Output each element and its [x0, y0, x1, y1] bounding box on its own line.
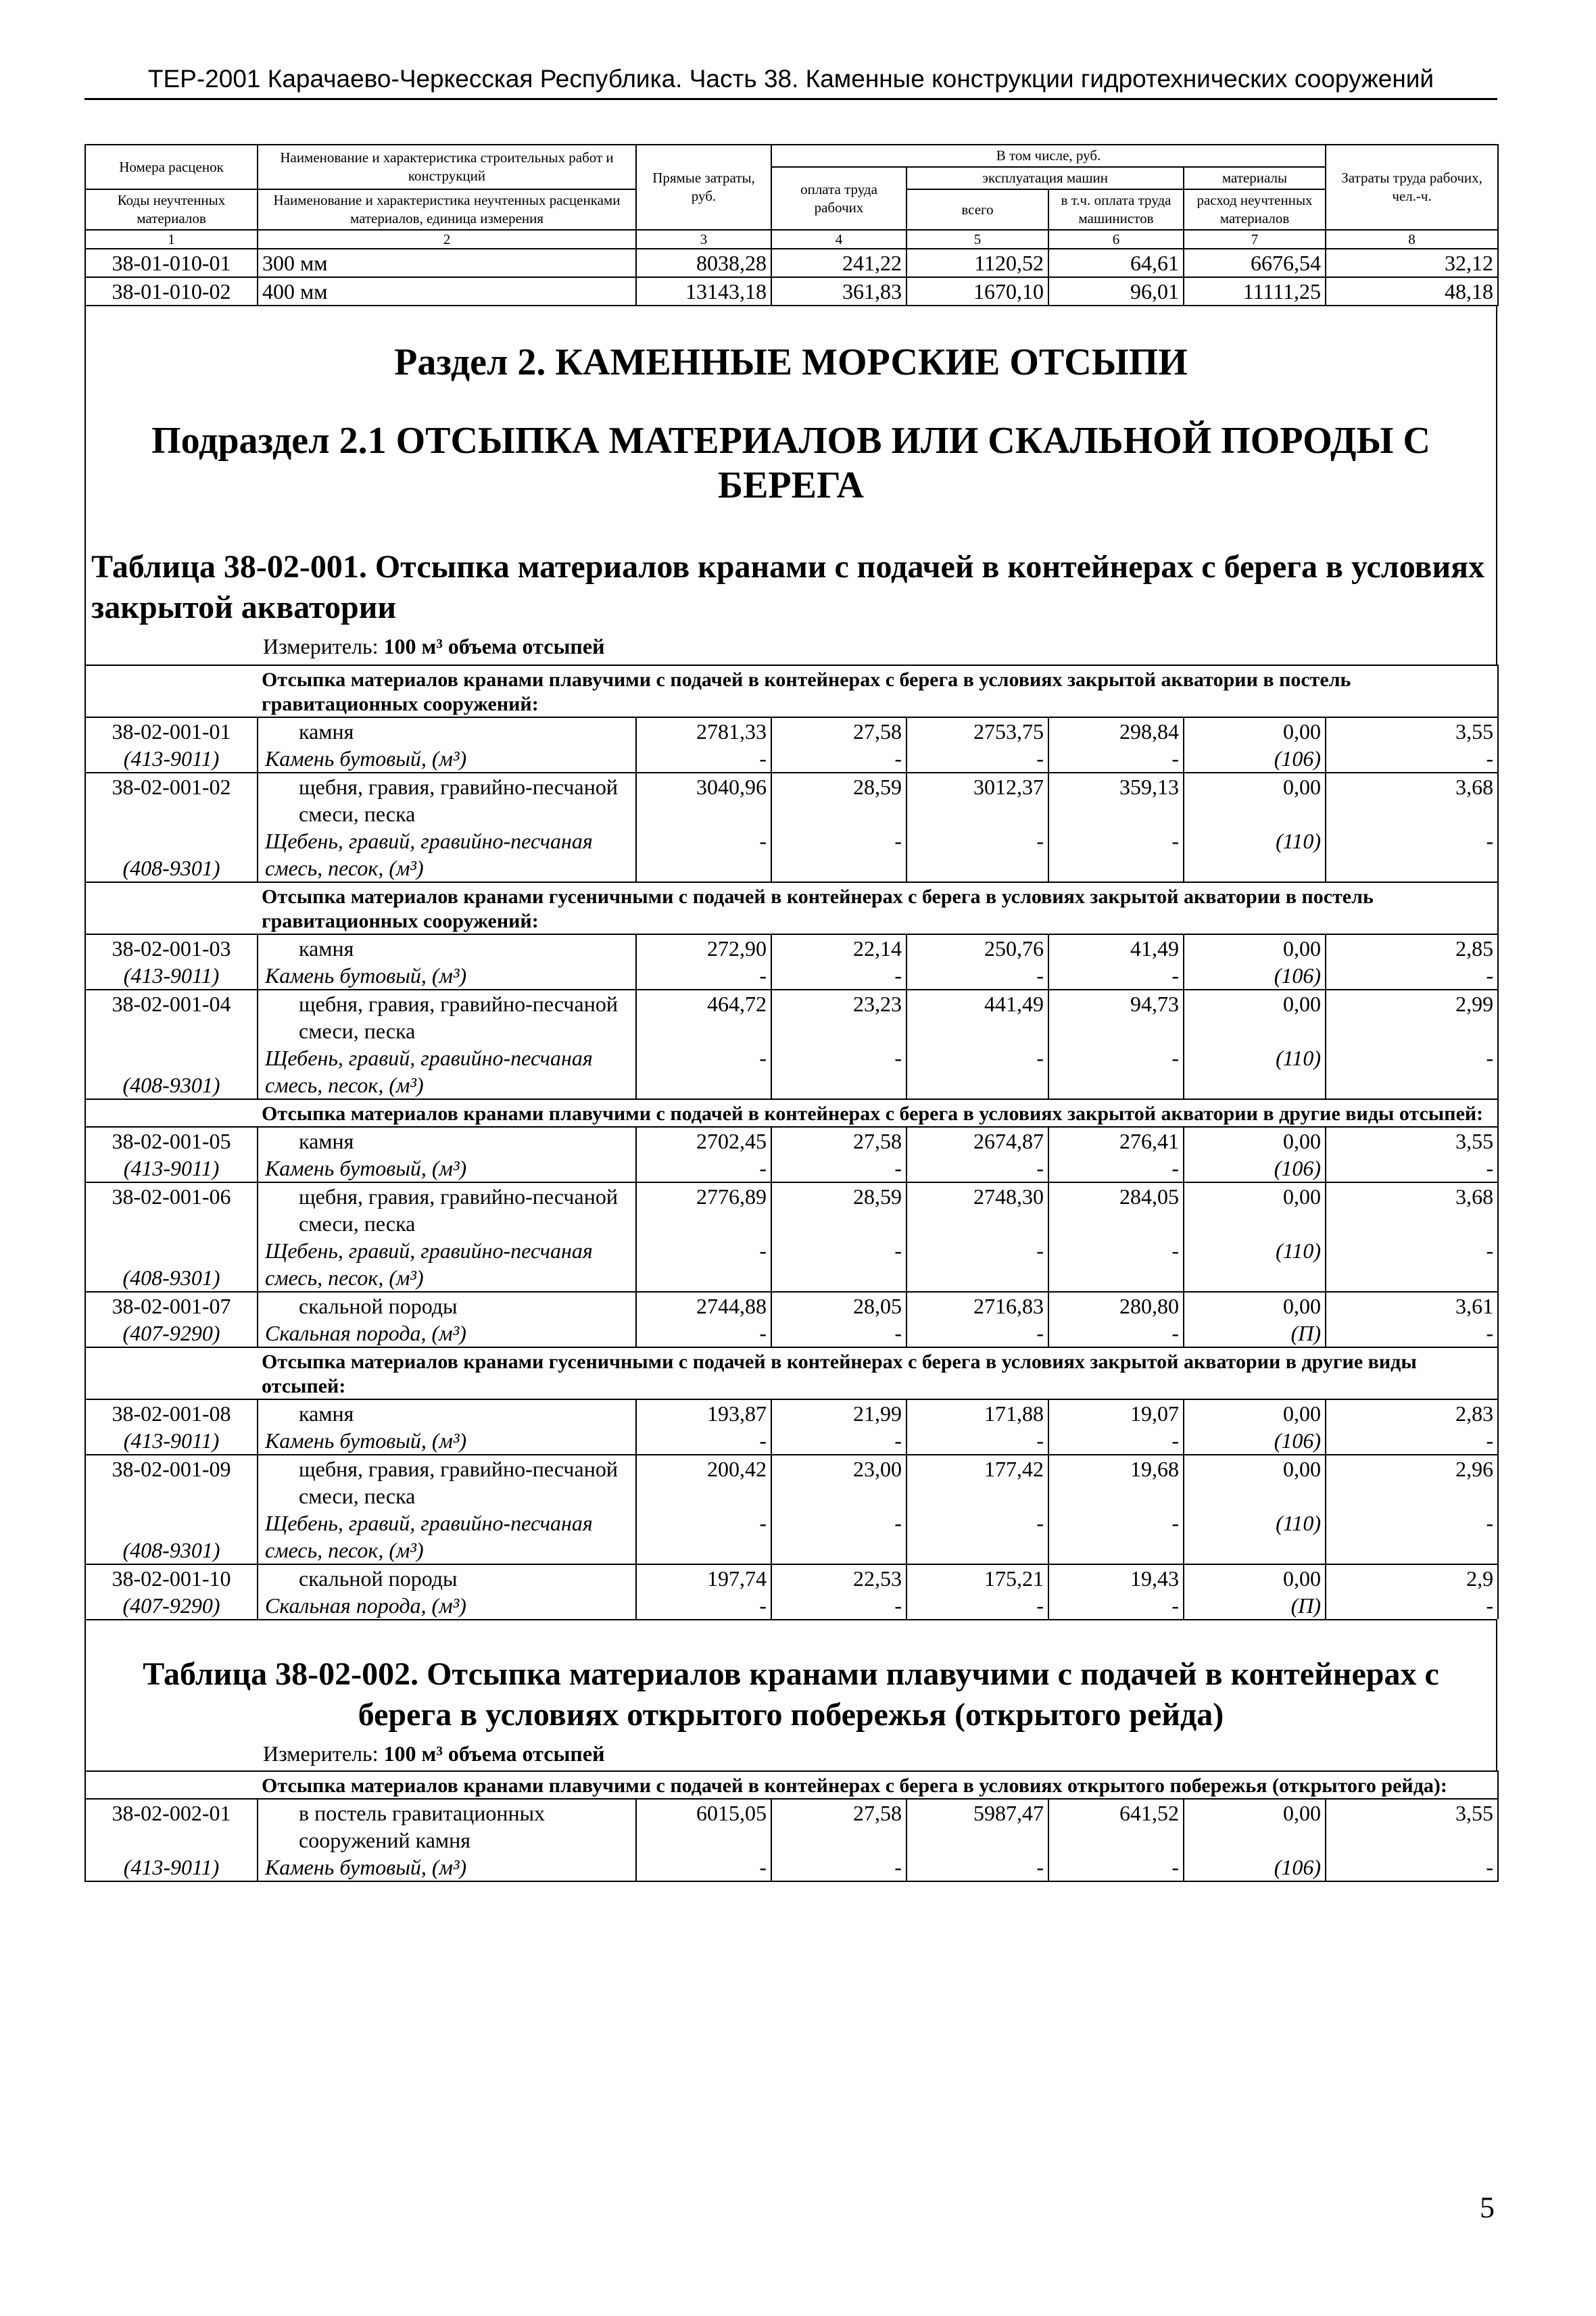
material-name: Скальная порода, (м³)	[258, 1320, 636, 1347]
material-machines-total: -	[906, 827, 1048, 882]
col-number: 1	[85, 230, 258, 249]
machinists-wages: 64,61	[1048, 249, 1184, 277]
material-materials: (П)	[1184, 1592, 1326, 1619]
col-number: 8	[1326, 230, 1498, 249]
machines-total: 1670,10	[906, 277, 1048, 306]
materials: 0,00	[1184, 1292, 1326, 1320]
material-machines-total: -	[906, 962, 1048, 990]
group-header-row	[85, 882, 1498, 934]
labor-hours: 2,96	[1326, 1455, 1498, 1510]
material-materials: (106)	[1184, 1427, 1326, 1455]
material-name: Камень бутовый, (м³)	[258, 745, 636, 773]
labor-hours: 3,61	[1326, 1292, 1498, 1320]
rate-code: 38-02-001-09	[85, 1455, 258, 1510]
direct-costs: 13143,18	[636, 277, 771, 306]
material-name: Камень бутовый, (м³)	[258, 1155, 636, 1182]
material-code: (413-9011)	[85, 962, 258, 990]
col-codes-header: Номера расценок	[85, 145, 258, 189]
direct-costs: 2744,88	[636, 1292, 771, 1320]
material-direct-costs: -	[636, 827, 771, 882]
table-title: Таблица 38-02-002. Отсыпка материалов кранами плавучими с подачей в контейнерах с берега в условиях открытого побережья (открытого рейда)	[143, 1656, 1439, 1733]
col-number: 7	[1184, 230, 1326, 249]
machines-total: 1120,52	[906, 249, 1048, 277]
table2-block	[84, 1619, 1497, 1770]
machinists-wages: 280,80	[1048, 1292, 1184, 1320]
table-row	[85, 277, 1498, 306]
running-header: ТЕР-2001 Карачаево-Черкесская Республика. Часть 38. Каменные конструкции гидротехнических сооружений	[84, 64, 1497, 100]
direct-costs: 464,72	[636, 990, 771, 1044]
material-wages: -	[771, 1592, 906, 1619]
material-name: Скальная порода, (м³)	[258, 1592, 636, 1619]
col-labor-hours-header: Затраты труда рабочих, чел.-ч.	[1326, 145, 1498, 230]
material-machinists-wages: -	[1048, 1592, 1184, 1619]
measure-line	[86, 633, 1496, 659]
labor-hours: 48,18	[1326, 277, 1498, 306]
direct-costs: 200,42	[636, 1455, 771, 1510]
material-direct-costs: -	[636, 1510, 771, 1564]
table-row	[85, 717, 1498, 745]
machines-total: 3012,37	[906, 773, 1048, 827]
group-title: Отсыпка материалов кранами гусеничными с подачей в контейнерах с берега в условиях закрытой акватории в другие виды отсыпей:	[85, 1347, 1498, 1399]
col-material-name-header: Наименование и характеристика неучтенных расценками материалов, единица измерения	[258, 189, 636, 230]
materials: 0,00	[1184, 773, 1326, 827]
wages: 28,59	[771, 1182, 906, 1237]
material-wages: -	[771, 1237, 906, 1292]
rate-code: 38-02-001-08	[85, 1399, 258, 1427]
material-code: (408-9301)	[85, 1237, 258, 1292]
material-labor-hours: -	[1326, 1044, 1498, 1099]
rate-name: щебня, гравия, гравийно-песчаной смеси, песка	[258, 773, 636, 827]
group-title: Отсыпка материалов кранами плавучими с подачей в контейнерах с берега в условиях открытого побережья (открытого рейда):	[85, 1771, 1498, 1799]
rate-name: 300 мм	[258, 249, 636, 277]
material-name: Щебень, гравий, гравийно-песчаная смесь, песок, (м³)	[258, 1044, 636, 1099]
group-header-row	[85, 1099, 1498, 1127]
group-header-row	[85, 1771, 1498, 1799]
material-wages: -	[771, 1044, 906, 1099]
material-labor-hours: -	[1326, 827, 1498, 882]
col-number: 3	[636, 230, 771, 249]
rate-code: 38-02-001-04	[85, 990, 258, 1044]
direct-costs: 3040,96	[636, 773, 771, 827]
material-machinists-wages: -	[1048, 1237, 1184, 1292]
material-labor-hours: -	[1326, 745, 1498, 773]
measure-value: 100 м³ объема отсыпей	[383, 1741, 605, 1766]
machines-total: 441,49	[906, 990, 1048, 1044]
table-row	[85, 1182, 1498, 1237]
material-name: Камень бутовый, (м³)	[258, 1854, 636, 1881]
material-wages: -	[771, 1320, 906, 1347]
col-name-header: Наименование и характеристика строительных работ и конструкций	[258, 145, 636, 189]
material-direct-costs: -	[636, 1592, 771, 1619]
machines-total: 2753,75	[906, 717, 1048, 745]
material-machines-total: -	[906, 1510, 1048, 1564]
machines-total: 2716,83	[906, 1292, 1048, 1320]
table-row	[85, 773, 1498, 827]
material-direct-costs: -	[636, 1044, 771, 1099]
material-wages: -	[771, 1155, 906, 1182]
wages: 361,83	[771, 277, 906, 306]
machines-total: 250,76	[906, 934, 1048, 962]
group-title: Отсыпка материалов кранами плавучими с подачей в контейнерах с берега в условиях закрытой акватории в другие виды отсыпей:	[85, 1099, 1498, 1127]
machines-total: 2748,30	[906, 1182, 1048, 1237]
material-materials: (106)	[1184, 1155, 1326, 1182]
labor-hours: 2,85	[1326, 934, 1498, 962]
material-labor-hours: -	[1326, 1155, 1498, 1182]
material-machinists-wages: -	[1048, 962, 1184, 990]
labor-hours: 3,68	[1326, 773, 1498, 827]
table-title: Таблица 38-02-001. Отсыпка материалов кранами с подачей в контейнерах с берега в условиях закрытой акватории	[91, 549, 1485, 625]
material-wages: -	[771, 1510, 906, 1564]
section-title: Раздел 2. КАМЕННЫЕ МОРСКИЕ ОТСЫПИ	[394, 341, 1188, 383]
labor-hours: 3,68	[1326, 1182, 1498, 1237]
rate-name: скальной породы	[258, 1564, 636, 1592]
material-materials: (110)	[1184, 1044, 1326, 1099]
machinists-wages: 298,84	[1048, 717, 1184, 745]
material-code: (408-9301)	[85, 827, 258, 882]
labor-hours: 32,12	[1326, 249, 1498, 277]
material-direct-costs: -	[636, 1427, 771, 1455]
material-direct-costs: -	[636, 745, 771, 773]
material-machines-total: -	[906, 1044, 1048, 1099]
table-row	[85, 1292, 1498, 1320]
col-number: 4	[771, 230, 906, 249]
material-machines-total: -	[906, 1854, 1048, 1881]
rates-table-38-02-001	[84, 665, 1499, 1619]
group-header-row	[85, 665, 1498, 717]
measure-label: Измеритель:	[263, 634, 379, 658]
wages: 21,99	[771, 1399, 906, 1427]
material-wages: -	[771, 1854, 906, 1881]
machines-total: 177,42	[906, 1455, 1048, 1510]
materials: 0,00	[1184, 1455, 1326, 1510]
carry-over-rows	[84, 249, 1499, 306]
material-labor-hours: -	[1326, 1237, 1498, 1292]
col-number: 5	[906, 230, 1048, 249]
machinists-wages: 19,43	[1048, 1564, 1184, 1592]
table-row	[85, 990, 1498, 1044]
table-row	[85, 1399, 1498, 1427]
material-labor-hours: -	[1326, 1320, 1498, 1347]
material-machinists-wages: -	[1048, 827, 1184, 882]
rate-code: 38-01-010-01	[85, 249, 258, 277]
direct-costs: 272,90	[636, 934, 771, 962]
wages: 23,23	[771, 990, 906, 1044]
material-labor-hours: -	[1326, 962, 1498, 990]
labor-hours: 2,99	[1326, 990, 1498, 1044]
machines-total: 2674,87	[906, 1127, 1048, 1155]
material-name: Щебень, гравий, гравийно-песчаная смесь, песок, (м³)	[258, 1510, 636, 1564]
measure-value: 100 м³ объема отсыпей	[383, 634, 605, 658]
material-row	[85, 827, 1498, 882]
material-direct-costs: -	[636, 1854, 771, 1881]
rates-table-38-02-002	[84, 1770, 1499, 1882]
material-code: (407-9290)	[85, 1320, 258, 1347]
material-machinists-wages: -	[1048, 1854, 1184, 1881]
material-materials: (106)	[1184, 745, 1326, 773]
rate-code: 38-02-001-02	[85, 773, 258, 827]
material-labor-hours: -	[1326, 1854, 1498, 1881]
col-number: 2	[258, 230, 636, 249]
rate-code: 38-02-001-05	[85, 1127, 258, 1155]
rate-name: щебня, гравия, гравийно-песчаной смеси, песка	[258, 1455, 636, 1510]
labor-hours: 3,55	[1326, 717, 1498, 745]
material-machines-total: -	[906, 1592, 1048, 1619]
material-row	[85, 1427, 1498, 1455]
direct-costs: 2781,33	[636, 717, 771, 745]
col-material-codes-header: Коды неучтенных материалов	[85, 189, 258, 230]
machinists-wages: 641,52	[1048, 1799, 1184, 1854]
table-row	[85, 934, 1498, 962]
material-code: (413-9011)	[85, 745, 258, 773]
col-machinists-header: в т.ч. оплата труда машинистов	[1048, 189, 1184, 230]
rate-code: 38-02-001-07	[85, 1292, 258, 1320]
material-materials: (110)	[1184, 1237, 1326, 1292]
material-code: (413-9011)	[85, 1854, 258, 1881]
labor-hours: 2,83	[1326, 1399, 1498, 1427]
material-wages: -	[771, 827, 906, 882]
col-direct-costs-header: Прямые затраты, руб.	[636, 145, 771, 230]
direct-costs: 2776,89	[636, 1182, 771, 1237]
machines-total: 171,88	[906, 1399, 1048, 1427]
material-row	[85, 1237, 1498, 1292]
col-number: 6	[1048, 230, 1184, 249]
material-labor-hours: -	[1326, 1510, 1498, 1564]
material-row	[85, 1320, 1498, 1347]
group-header-row	[85, 1347, 1498, 1399]
machines-total: 175,21	[906, 1564, 1048, 1592]
labor-hours: 3,55	[1326, 1127, 1498, 1155]
machinists-wages: 94,73	[1048, 990, 1184, 1044]
wages: 241,22	[771, 249, 906, 277]
group-title: Отсыпка материалов кранами гусеничными с подачей в контейнерах с берега в условиях закрытой акватории в постель гравитационных сооружений:	[85, 882, 1498, 934]
wages: 23,00	[771, 1455, 906, 1510]
material-row	[85, 1510, 1498, 1564]
material-name: Щебень, гравий, гравийно-песчаная смесь, песок, (м³)	[258, 1237, 636, 1292]
material-code: (407-9290)	[85, 1592, 258, 1619]
material-direct-costs: -	[636, 1237, 771, 1292]
material-wages: -	[771, 962, 906, 990]
rate-code: 38-02-001-03	[85, 934, 258, 962]
machinists-wages: 41,49	[1048, 934, 1184, 962]
material-machines-total: -	[906, 1237, 1048, 1292]
rate-name: камня	[258, 1399, 636, 1427]
col-wages-header: оплата труда рабочих	[771, 167, 906, 230]
measure-label: Измеритель:	[263, 1741, 379, 1766]
material-machines-total: -	[906, 1427, 1048, 1455]
machinists-wages: 359,13	[1048, 773, 1184, 827]
col-machines-header: эксплуатация машин	[906, 167, 1184, 189]
rate-code: 38-01-010-02	[85, 277, 258, 306]
wages: 28,05	[771, 1292, 906, 1320]
material-row	[85, 1044, 1498, 1099]
machinists-wages: 276,41	[1048, 1127, 1184, 1155]
rate-name: скальной породы	[258, 1292, 636, 1320]
material-materials: (106)	[1184, 962, 1326, 990]
col-materials-header: расход неучтенных материалов	[1184, 189, 1326, 230]
materials: 0,00	[1184, 1564, 1326, 1592]
wages: 28,59	[771, 773, 906, 827]
materials: 0,00	[1184, 1799, 1326, 1854]
rate-code: 38-02-001-01	[85, 717, 258, 745]
rate-code: 38-02-001-06	[85, 1182, 258, 1237]
material-row	[85, 1854, 1498, 1881]
material-labor-hours: -	[1326, 1427, 1498, 1455]
material-materials: (106)	[1184, 1854, 1326, 1881]
rate-code: 38-02-001-10	[85, 1564, 258, 1592]
section-block	[84, 306, 1497, 665]
material-materials: (П)	[1184, 1320, 1326, 1347]
page-number: 5	[1480, 2191, 1495, 2224]
material-direct-costs: -	[636, 962, 771, 990]
material-code: (413-9011)	[85, 1427, 258, 1455]
material-machinists-wages: -	[1048, 745, 1184, 773]
group-title: Отсыпка материалов кранами плавучими с подачей в контейнерах с берега в условиях закрытой акватории в постель гравитационных сооружений:	[85, 665, 1498, 717]
materials: 6676,54	[1184, 249, 1326, 277]
machinists-wages: 96,01	[1048, 277, 1184, 306]
materials: 0,00	[1184, 717, 1326, 745]
material-direct-costs: -	[636, 1320, 771, 1347]
labor-hours: 2,9	[1326, 1564, 1498, 1592]
rate-name: камня	[258, 934, 636, 962]
rate-name: щебня, гравия, гравийно-песчаной смеси, песка	[258, 1182, 636, 1237]
material-machinists-wages: -	[1048, 1510, 1184, 1564]
machinists-wages: 284,05	[1048, 1182, 1184, 1237]
material-machines-total: -	[906, 1320, 1048, 1347]
material-direct-costs: -	[636, 1155, 771, 1182]
measure-line	[86, 1741, 1496, 1766]
rate-name: 400 мм	[258, 277, 636, 306]
material-wages: -	[771, 745, 906, 773]
materials: 0,00	[1184, 1127, 1326, 1155]
material-name: Камень бутовый, (м³)	[258, 962, 636, 990]
materials: 11111,25	[1184, 277, 1326, 306]
subsection-title: Подраздел 2.1 ОТСЫПКА МАТЕРИАЛОВ ИЛИ СКАЛЬНОЙ ПОРОДЫ С БЕРЕГА	[151, 420, 1430, 506]
wages: 27,58	[771, 717, 906, 745]
material-machinists-wages: -	[1048, 1155, 1184, 1182]
table-row	[85, 1799, 1498, 1854]
direct-costs: 8038,28	[636, 249, 771, 277]
material-row	[85, 1592, 1498, 1619]
machinists-wages: 19,68	[1048, 1455, 1184, 1510]
material-machines-total: -	[906, 745, 1048, 773]
material-row	[85, 962, 1498, 990]
wages: 27,58	[771, 1127, 906, 1155]
materials: 0,00	[1184, 1399, 1326, 1427]
material-code: (408-9301)	[85, 1510, 258, 1564]
material-code: (413-9011)	[85, 1155, 258, 1182]
wages: 22,53	[771, 1564, 906, 1592]
material-name: Камень бутовый, (м³)	[258, 1427, 636, 1455]
material-machines-total: -	[906, 1155, 1048, 1182]
material-code: (408-9301)	[85, 1044, 258, 1099]
col-materials-group-header: материалы	[1184, 167, 1326, 189]
direct-costs: 197,74	[636, 1564, 771, 1592]
wages: 22,14	[771, 934, 906, 962]
material-machinists-wages: -	[1048, 1044, 1184, 1099]
col-in-total-header: В том числе, руб.	[771, 145, 1326, 167]
material-row	[85, 1155, 1498, 1182]
materials: 0,00	[1184, 1182, 1326, 1237]
machines-total: 5987,47	[906, 1799, 1048, 1854]
rate-name: щебня, гравия, гравийно-песчаной смеси, песка	[258, 990, 636, 1044]
table-row	[85, 1564, 1498, 1592]
direct-costs: 193,87	[636, 1399, 771, 1427]
wages: 27,58	[771, 1799, 906, 1854]
material-materials: (110)	[1184, 827, 1326, 882]
direct-costs: 6015,05	[636, 1799, 771, 1854]
material-materials: (110)	[1184, 1510, 1326, 1564]
materials: 0,00	[1184, 934, 1326, 962]
material-row	[85, 745, 1498, 773]
rate-name: в постель гравитационных сооружений камня	[258, 1799, 636, 1854]
direct-costs: 2702,45	[636, 1127, 771, 1155]
table-row	[85, 249, 1498, 277]
machinists-wages: 19,07	[1048, 1399, 1184, 1427]
materials: 0,00	[1184, 990, 1326, 1044]
labor-hours: 3,55	[1326, 1799, 1498, 1854]
material-name: Щебень, гравий, гравийно-песчаная смесь, песок, (м³)	[258, 827, 636, 882]
material-machinists-wages: -	[1048, 1320, 1184, 1347]
table-row	[85, 1455, 1498, 1510]
document-page	[84, 64, 1497, 1882]
material-machinists-wages: -	[1048, 1427, 1184, 1455]
col-machines-total-header: всего	[906, 189, 1048, 230]
rate-name: камня	[258, 1127, 636, 1155]
material-labor-hours: -	[1326, 1592, 1498, 1619]
rate-name: камня	[258, 717, 636, 745]
column-header-table	[84, 144, 1499, 249]
rate-code: 38-02-002-01	[85, 1799, 258, 1854]
material-wages: -	[771, 1427, 906, 1455]
table-row	[85, 1127, 1498, 1155]
